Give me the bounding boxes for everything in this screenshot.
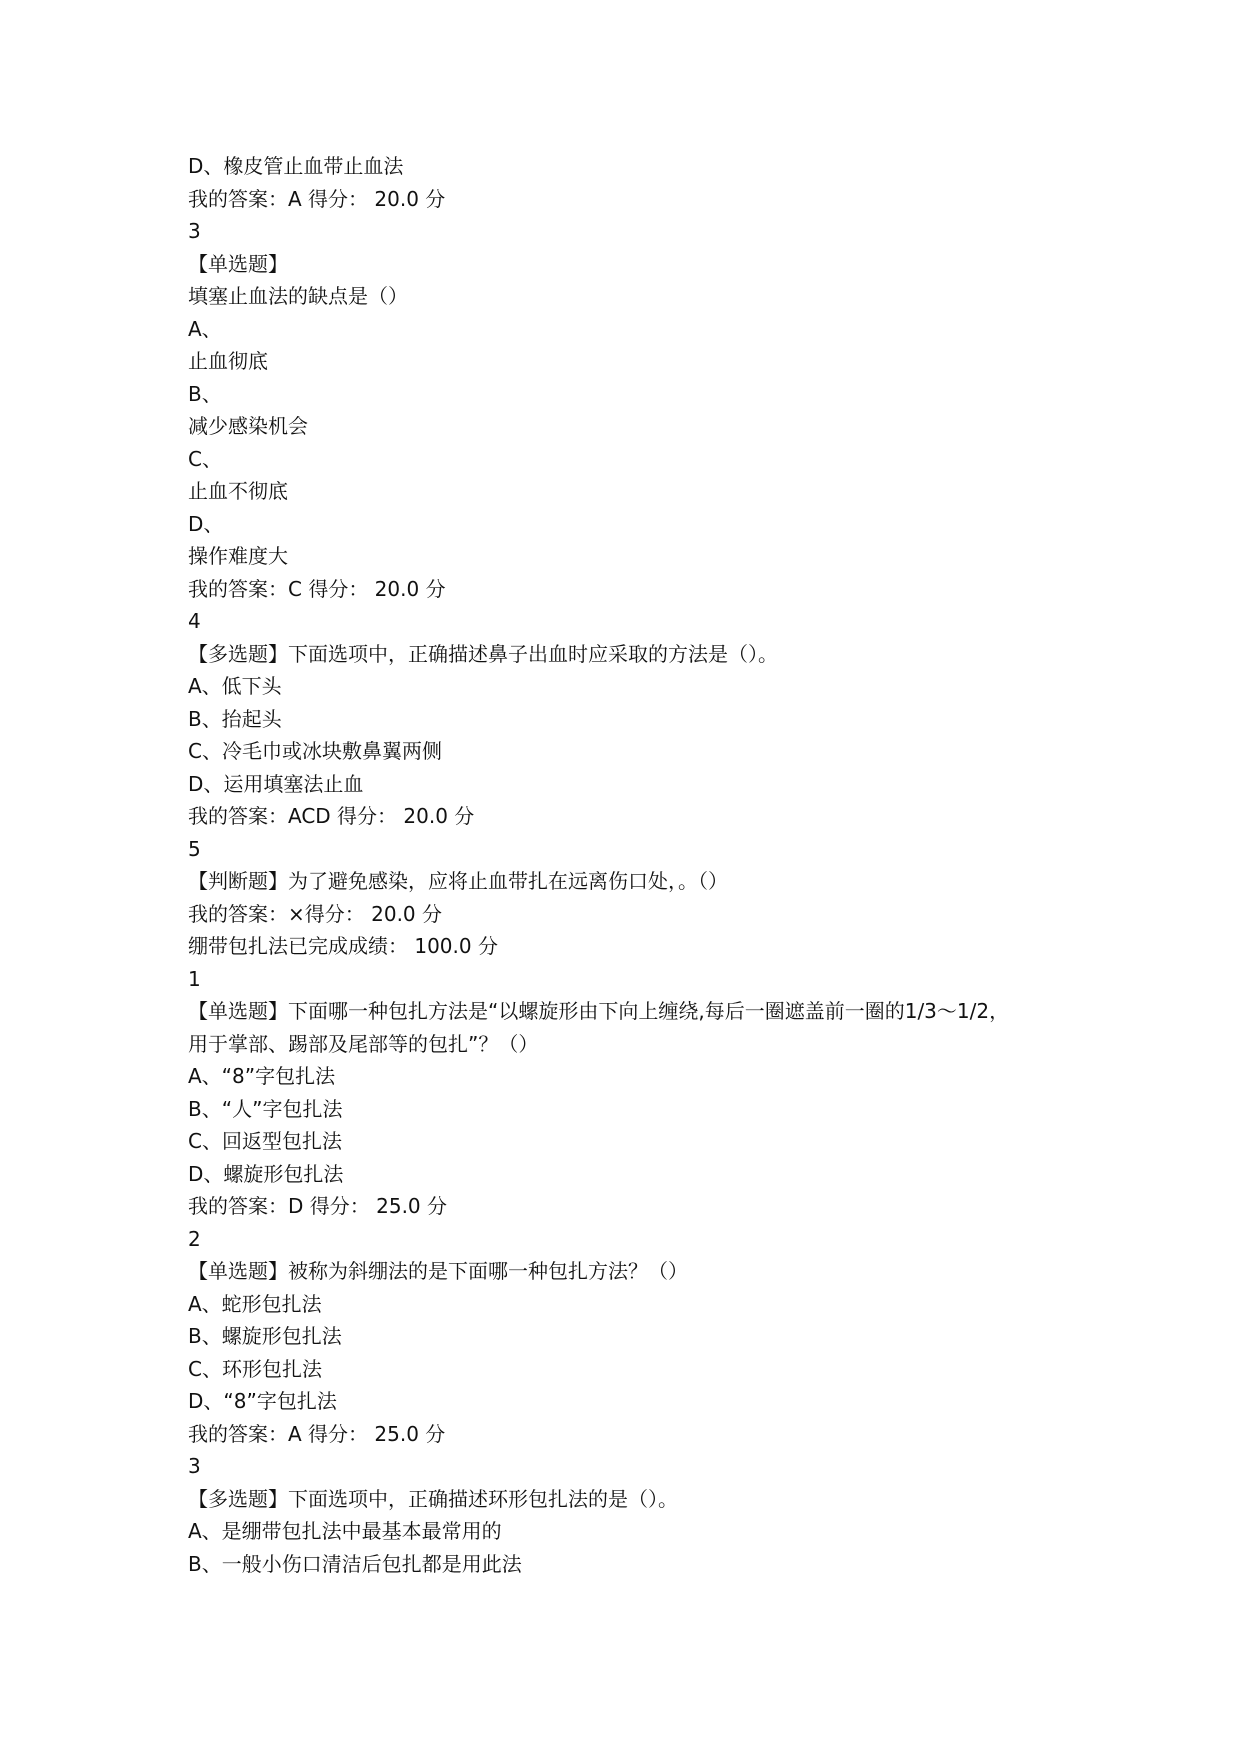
option-b-line: B、一般小伤口清洁后包扎都是用此法 <box>188 1551 522 1576</box>
option-b-line: B、“人”字包扎法 <box>188 1096 343 1121</box>
answer-score-line: 我的答案：D 得分： 25.0 分 <box>188 1194 448 1218</box>
option-a-line: A、是绷带包扎法中最基本最常用的 <box>188 1519 502 1543</box>
option-b-line: B、抬起头 <box>188 706 282 731</box>
option-c-text: 止血不彻底 <box>188 479 288 503</box>
option-a-label: A、 <box>188 316 222 341</box>
answer-score-line: 我的答案：A 得分： 25.0 分 <box>188 1421 446 1446</box>
option-c-label: C、 <box>188 446 222 471</box>
option-a-line: A、蛇形包扎法 <box>188 1291 322 1316</box>
question-text: 【单选题】被称为斜绷法的是下面哪一种包扎方法？（） <box>188 1259 688 1283</box>
option-b-label: B、 <box>188 381 222 406</box>
answer-score-line: 我的答案：×得分： 20.0 分 <box>188 901 443 926</box>
option-a-line: A、低下头 <box>188 674 282 698</box>
question-number: 1 <box>188 966 201 991</box>
option-c-line: C、回返型包扎法 <box>188 1129 342 1153</box>
option-d-line: D、螺旋形包扎法 <box>188 1161 344 1186</box>
question-number: 3 <box>188 1454 201 1478</box>
question-type: 【单选题】 <box>188 251 288 276</box>
option-a-text: 止血彻底 <box>188 349 268 373</box>
answer-score-line: 我的答案：C 得分： 20.0 分 <box>188 576 446 601</box>
option-b-text: 减少感染机会 <box>188 414 308 438</box>
answer-score-line: 我的答案：A 得分： 20.0 分 <box>188 186 446 211</box>
question-text: 【单选题】下面哪一种包扎方法是“以螺旋形由下向上缠绕,每后一圈遮盖前一圈的1/3～1/2， <box>188 999 1010 1023</box>
question-text: 填塞止血法的缺点是（） <box>188 284 408 308</box>
document-page <box>188 150 1088 1580</box>
section-score-line: 绷带包扎法已完成成绩： 100.0 分 <box>188 934 498 958</box>
question-text: 【多选题】下面选项中，正确描述环形包扎法的是（）。 <box>188 1486 678 1511</box>
question-text: 【判断题】为了避免感染，应将止血带扎在远离伤口处，。（） <box>188 869 728 893</box>
option-a-line: A、“8”字包扎法 <box>188 1064 336 1088</box>
question-number: 5 <box>188 836 201 861</box>
question-number: 3 <box>188 219 201 243</box>
option-b-line: B、螺旋形包扎法 <box>188 1324 342 1348</box>
option-d-line: D、橡皮管止血带止血法 <box>188 154 404 178</box>
question-text: 【多选题】下面选项中，正确描述鼻子出血时应采取的方法是（）。 <box>188 641 778 666</box>
option-d-text: 操作难度大 <box>188 544 288 568</box>
question-number: 2 <box>188 1226 201 1251</box>
question-text-continued: 用于掌部、踢部及尾部等的包扎”？（） <box>188 1031 539 1056</box>
answer-score-line: 我的答案：ACD 得分： 20.0 分 <box>188 804 475 828</box>
option-d-line: D、“8”字包扎法 <box>188 1389 337 1413</box>
question-number: 4 <box>188 609 201 633</box>
option-d-line: D、运用填塞法止血 <box>188 771 364 796</box>
option-d-label: D、 <box>188 511 224 536</box>
option-c-line: C、环形包扎法 <box>188 1356 322 1381</box>
option-c-line: C、冷毛巾或冰块敷鼻翼两侧 <box>188 739 442 763</box>
